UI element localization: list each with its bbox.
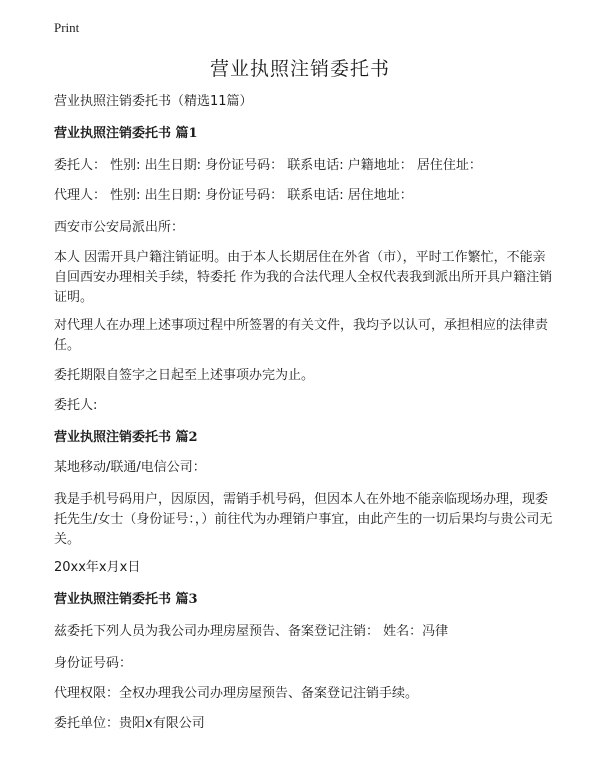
- document-title: 营业执照注销委托书: [209, 58, 390, 80]
- paragraph-date: 20xx年x月x日: [54, 560, 141, 575]
- document-subtitle: 营业执照注销委托书（精选11篇）: [54, 94, 253, 109]
- section-heading-2: 营业执照注销委托书 篇2: [54, 430, 198, 445]
- paragraph-telecom-request: 我是手机号码用户，因原因，需销手机号码，但因本人在外地不能亲临现场办理，现委托先生/女士（身份证号：，）前往代为办理销户事宜，由此产生的一切后果均与贵公司无关。: [54, 492, 553, 547]
- paragraph-property-entrust: 兹委托下列人员为我公司办理房屋预告、备案登记注销： 姓名：冯律: [54, 624, 449, 639]
- section-heading-3: 营业执照注销委托书 篇3: [54, 592, 198, 607]
- paragraph-signature: 委托人:: [54, 398, 98, 413]
- paragraph-agent-info: 代理人： 性别: 出生日期: 身份证号码： 联系电话: 居住地址：: [54, 188, 413, 203]
- paragraph-id-number: 身份证号码：: [54, 656, 133, 671]
- section-heading-1: 营业执照注销委托书 篇1: [54, 126, 198, 141]
- paragraph-authority: 代理权限：全权办理我公司办理房屋预告、备案登记注销手续。: [54, 686, 419, 701]
- paragraph-principal-info: 委托人： 性别: 出生日期: 身份证号码： 联系电话: 户籍地址： 居住住址：: [54, 158, 482, 173]
- paragraph-entrusting-unit: 委托单位：贵阳x有限公司: [54, 716, 205, 731]
- paragraph-telecom-addressee: 某地移动/联通/电信公司：: [54, 460, 206, 475]
- paragraph-acknowledgement: 对代理人在办理上述事项过程中所签署的有关文件，我均予以认可，承担相应的法律责任。: [54, 318, 549, 353]
- paragraph-addressee: 西安市公安局派出所：: [54, 220, 185, 235]
- paragraph-request: 本人 因需开具户籍注销证明。由于本人长期居住在外省（市），平时工作繁忙，不能亲自回西安办理相关手续，特委托 作为我的合法代理人全权代表我到派出所开具户籍注销证明。: [54, 250, 553, 305]
- print-link[interactable]: Print: [54, 20, 80, 35]
- paragraph-term: 委托期限自签字之日起至上述事项办完为止。: [54, 368, 315, 383]
